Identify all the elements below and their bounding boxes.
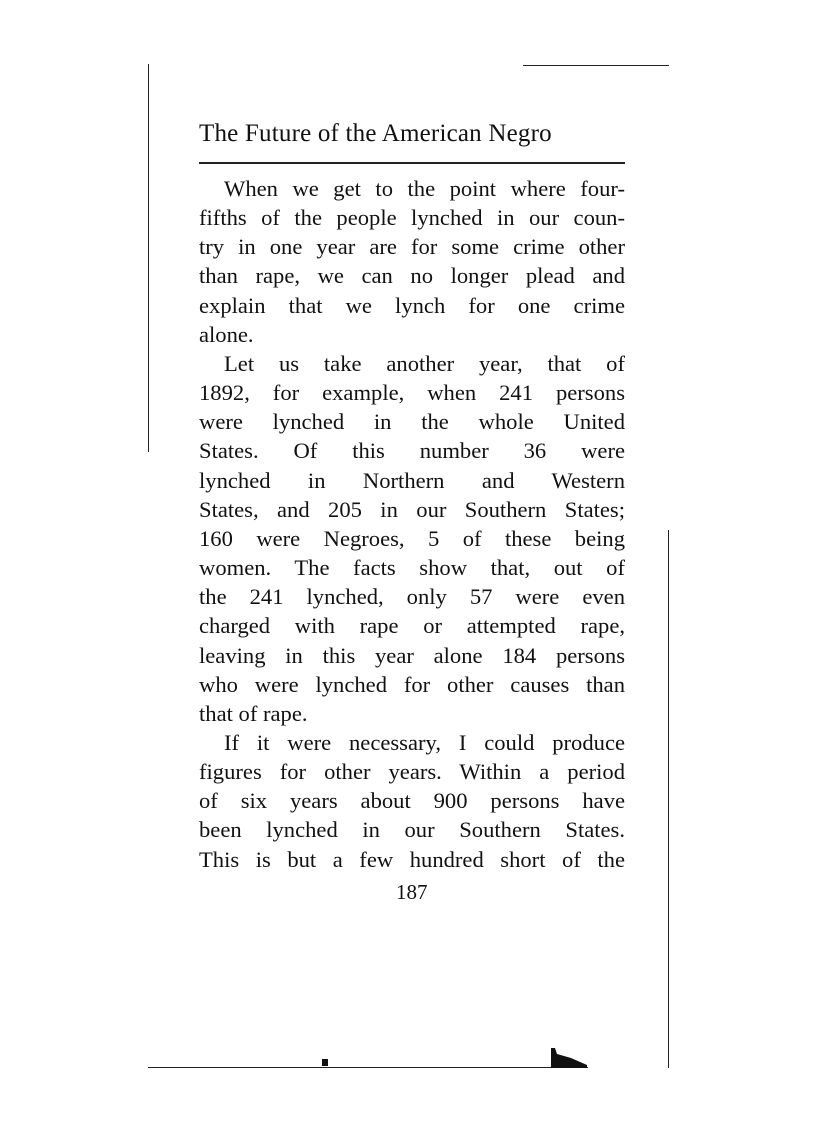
text-line: fifths of the people lynched in our coun- bbox=[199, 205, 625, 231]
bottom-rule bbox=[148, 1067, 588, 1068]
text-line: lynched in Northern and Western bbox=[199, 467, 625, 493]
text-line: try in one year are for some crime other bbox=[199, 234, 625, 260]
text-line: women. The facts show that, out of bbox=[199, 555, 625, 581]
text-line: leaving in this year alone 184 persons bbox=[199, 642, 625, 668]
text-line: than rape, we can no longer plead and bbox=[199, 263, 625, 289]
text-line: who were lynched for other causes than bbox=[199, 671, 625, 697]
right-margin-rule bbox=[668, 530, 669, 1068]
text-line: been lynched in our Southern States. bbox=[199, 817, 625, 843]
scan-artifact-wedge bbox=[549, 1048, 589, 1068]
text-line: 160 were Negroes, 5 of these being bbox=[199, 525, 625, 551]
text-line: This is but a few hundred short of the bbox=[199, 846, 625, 872]
paragraph-2 bbox=[199, 349, 625, 728]
paragraph-1 bbox=[199, 174, 625, 349]
text-line: were lynched in the whole United bbox=[199, 409, 625, 435]
text-line: When we get to the point where four- bbox=[224, 176, 625, 201]
text-line: explain that we lynch for one crime bbox=[199, 292, 625, 318]
text-line: charged with rape or attempted rape, bbox=[199, 613, 625, 639]
text-line: of six years about 900 persons have bbox=[199, 788, 625, 814]
page-number: 187 bbox=[396, 880, 428, 904]
text-line: If it were necessary, I could produce bbox=[224, 729, 625, 755]
left-margin-rule bbox=[148, 64, 149, 452]
body-text bbox=[199, 174, 625, 874]
scan-artifact-mark bbox=[322, 1059, 328, 1066]
text-line: that of rape. bbox=[199, 700, 308, 726]
text-line: the 241 lynched, only 57 were even bbox=[199, 584, 625, 610]
text-line: figures for other years. Within a period bbox=[199, 759, 625, 785]
text-line: States. Of this number 36 were bbox=[199, 438, 625, 464]
page-title: The Future of the American Negro bbox=[199, 120, 552, 147]
text-line: States, and 205 in our Southern States; bbox=[199, 496, 625, 522]
paragraph-3 bbox=[199, 728, 625, 874]
text-line: 1892, for example, when 241 persons bbox=[199, 380, 625, 406]
text-line: alone. bbox=[199, 321, 254, 347]
top-right-rule bbox=[523, 65, 669, 66]
title-underline bbox=[199, 162, 625, 164]
text-line: Let us take another year, that of bbox=[224, 350, 625, 376]
